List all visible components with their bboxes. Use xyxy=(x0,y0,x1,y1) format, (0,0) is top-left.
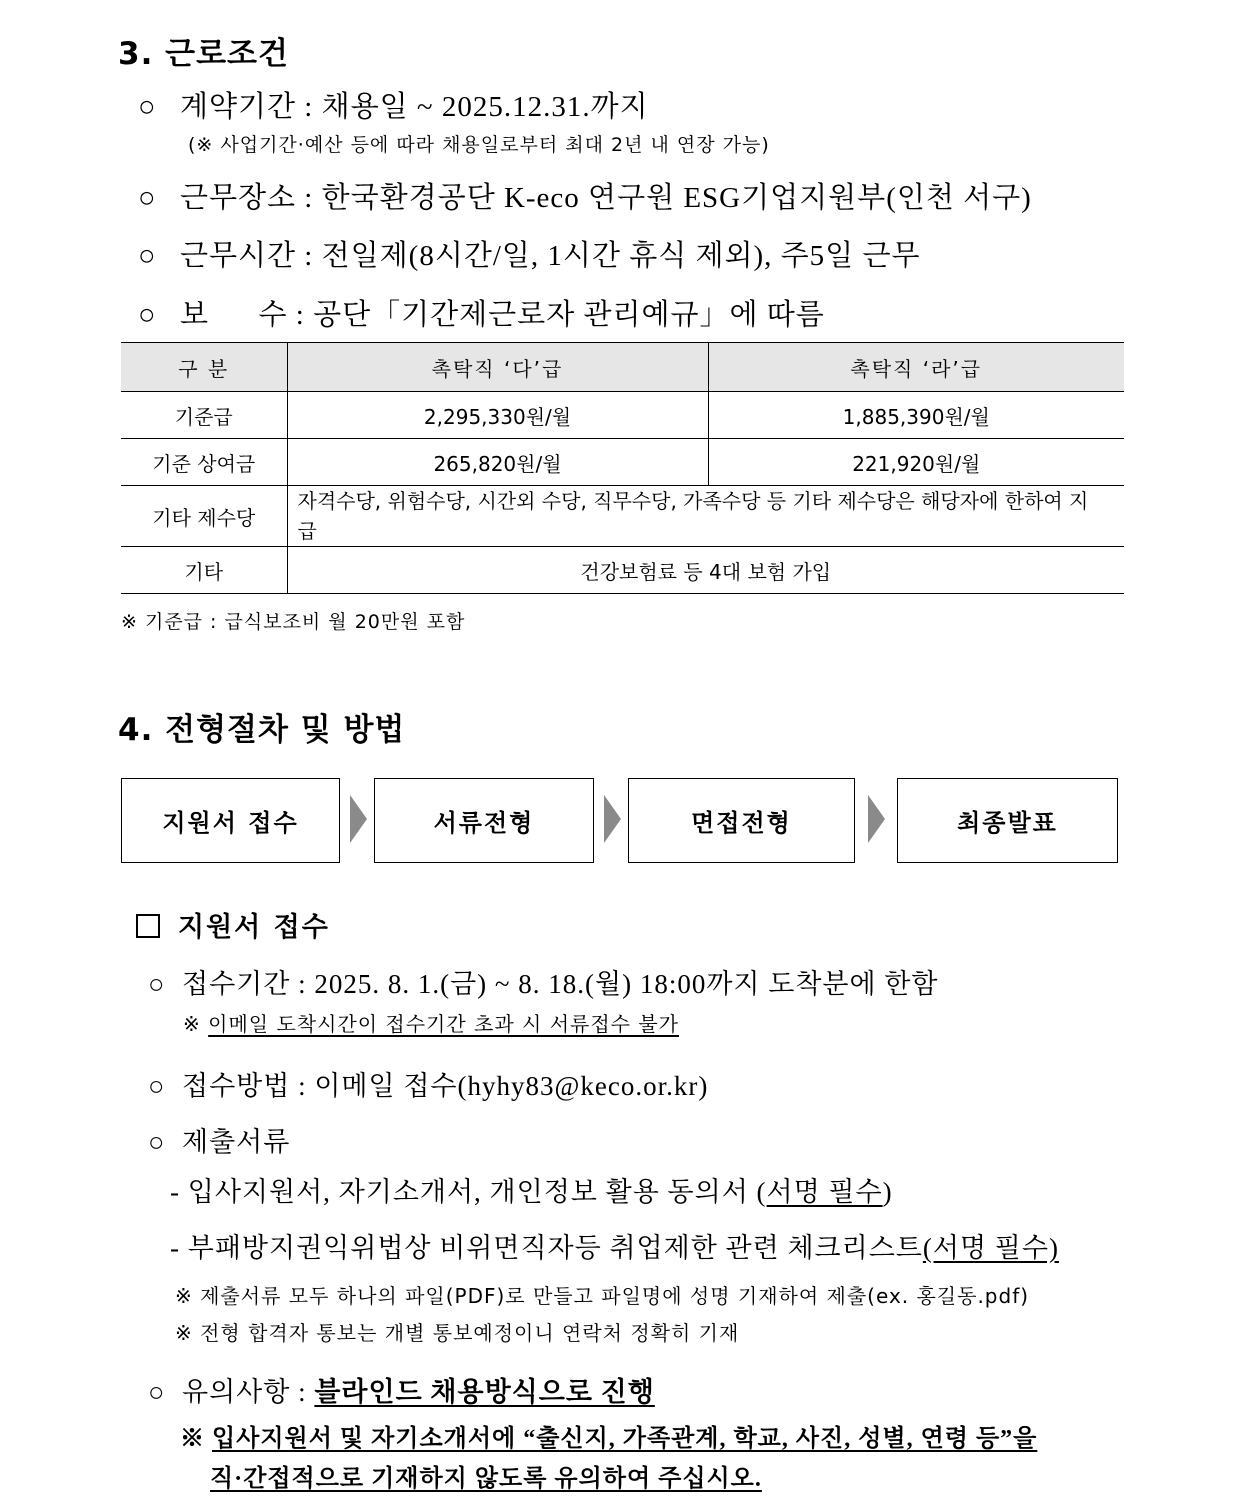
table-cell: 1,885,390원/월 xyxy=(708,392,1124,439)
workplace-value: 한국환경공단 K-eco 연구원 ESG기업지원부(인천 서구) xyxy=(321,182,1032,214)
period-label: 접수기간 : xyxy=(182,969,315,999)
note-mark: ※ xyxy=(183,1012,209,1036)
pay-value: 공단「기간제근로자 관리예규」에 따름 xyxy=(313,299,825,331)
docs-note-1: ※ 제출서류 모두 하나의 파일(PDF)로 만들고 파일명에 성명 기재하여 제출(ex. 홍길동.pdf) xyxy=(175,1284,1030,1308)
section-3-title: 3. 근로조건 xyxy=(118,36,289,72)
flow-step-application: 지원서 접수 xyxy=(121,778,340,863)
table-header-row xyxy=(121,343,1124,392)
method-label: 접수방법 : xyxy=(182,1071,315,1101)
subsection-title xyxy=(136,905,330,944)
flow-arrow-icon xyxy=(868,795,885,843)
table-row xyxy=(121,486,1124,547)
table-row xyxy=(121,547,1124,594)
hours-line xyxy=(138,233,920,274)
note-mark: ※ xyxy=(180,1426,212,1452)
table-cell: 기준급 xyxy=(121,392,287,439)
doc-item-2-emphasis: (서명 필수) xyxy=(922,1233,1059,1263)
caution-note-line-2 xyxy=(210,1458,762,1493)
bullet-circle-icon: ○ xyxy=(148,1127,166,1157)
table-cell: 건강보험료 등 4대 보험 가입 xyxy=(287,547,1124,594)
caution-note-text-2: 직·간접적으로 기재하지 않도록 유의하여 주십시오. xyxy=(210,1466,762,1492)
pay-label: 보 수 : xyxy=(180,299,314,331)
bullet-circle-icon: ○ xyxy=(138,240,157,272)
period-note-text: 이메일 도착시간이 접수기간 초과 시 서류접수 불가 xyxy=(208,1012,679,1036)
bullet-circle-icon: ○ xyxy=(148,969,166,999)
table-cell: 기타 xyxy=(121,547,287,594)
bullet-circle-icon: ○ xyxy=(138,299,157,331)
table-row xyxy=(121,392,1124,439)
pay-table xyxy=(121,342,1124,594)
period-line xyxy=(148,962,939,1001)
table-header-cell: 구 분 xyxy=(121,343,287,392)
flow-step-interview: 면접전형 xyxy=(628,778,855,863)
docs-label: 제출서류 xyxy=(182,1127,291,1157)
table-cell: 자격수당, 위험수당, 시간외 수당, 직무수당, 가족수당 등 기타 제수당은 해당자에 한하여 지급 xyxy=(287,486,1124,547)
table-cell: 기준 상여금 xyxy=(121,439,287,486)
contract-value: 채용일 ~ 2025.12.31.까지 xyxy=(321,91,649,123)
hours-label: 근무시간 : xyxy=(180,240,322,272)
flow-step-document-screening: 서류전형 xyxy=(374,778,594,863)
hours-value: 전일제(8시간/일, 1시간 휴식 제외), 주5일 근무 xyxy=(321,240,921,272)
flow-arrow-icon xyxy=(350,795,367,843)
flow-step-final-announcement: 최종발표 xyxy=(897,778,1118,863)
contract-label: 계약기간 : xyxy=(180,91,322,123)
workplace-line xyxy=(138,175,1032,216)
docs-line xyxy=(148,1120,290,1159)
table-header-cell: 촉탁직 ‘라’급 xyxy=(708,343,1124,392)
table-cell: 221,920원/월 xyxy=(708,439,1124,486)
period-value: 2025. 8. 1.(금) ~ 8. 18.(월) 18:00까지 도착분에 한함 xyxy=(314,969,939,999)
contract-period-line xyxy=(138,84,649,125)
table-row xyxy=(121,439,1124,486)
method-line xyxy=(148,1064,708,1103)
bullet-circle-icon: ○ xyxy=(138,91,157,123)
doc-item-1-end: ) xyxy=(882,1177,893,1207)
docs-note-2: ※ 전형 합격자 통보는 개별 통보예정이니 연락처 정확히 기재 xyxy=(175,1321,740,1345)
bullet-circle-icon: ○ xyxy=(148,1377,166,1407)
caution-label: 유의사항 : xyxy=(182,1377,315,1407)
flow-arrow-icon xyxy=(604,795,621,843)
table-header-cell: 촉탁직 ‘다’급 xyxy=(287,343,708,392)
period-note xyxy=(183,1008,679,1037)
doc-item-2 xyxy=(170,1226,1059,1265)
table-cell: 2,295,330원/월 xyxy=(287,392,708,439)
workplace-label: 근무장소 : xyxy=(180,182,322,214)
caution-note-line-1 xyxy=(180,1418,1037,1453)
bullet-circle-icon: ○ xyxy=(138,182,157,214)
caution-note-text-1: 입사지원서 및 자기소개서에 “출신지, 가족관계, 학교, 사진, 성별, 연령 등”을 xyxy=(212,1426,1038,1452)
table-note: ※ 기준급 : 급식보조비 월 20만원 포함 xyxy=(121,611,466,633)
square-box-icon xyxy=(136,914,160,938)
doc-item-1-text: - 입사지원서, 자기소개서, 개인정보 활용 동의서 ( xyxy=(170,1177,767,1207)
caution-line xyxy=(148,1370,655,1409)
method-value: 이메일 접수(hyhy83@keco.or.kr) xyxy=(314,1071,709,1101)
bullet-circle-icon: ○ xyxy=(148,1071,166,1101)
doc-item-2-text: - 부패방지권익위법상 비위면직자등 취업제한 관련 체크리스트 xyxy=(170,1233,923,1263)
doc-item-1-emphasis: 서명 필수 xyxy=(766,1177,883,1207)
subsection-title-text: 지원서 접수 xyxy=(178,912,330,943)
section-4-title: 4. 전형절차 및 방법 xyxy=(118,712,406,748)
table-cell: 기타 제수당 xyxy=(121,486,287,547)
contract-note: (※ 사업기간·예산 등에 따라 채용일로부터 최대 2년 내 연장 가능) xyxy=(188,134,770,156)
doc-item-1 xyxy=(170,1170,893,1209)
table-cell: 265,820원/월 xyxy=(287,439,708,486)
caution-value: 블라인드 채용방식으로 진행 xyxy=(314,1377,655,1407)
pay-line xyxy=(138,292,825,333)
